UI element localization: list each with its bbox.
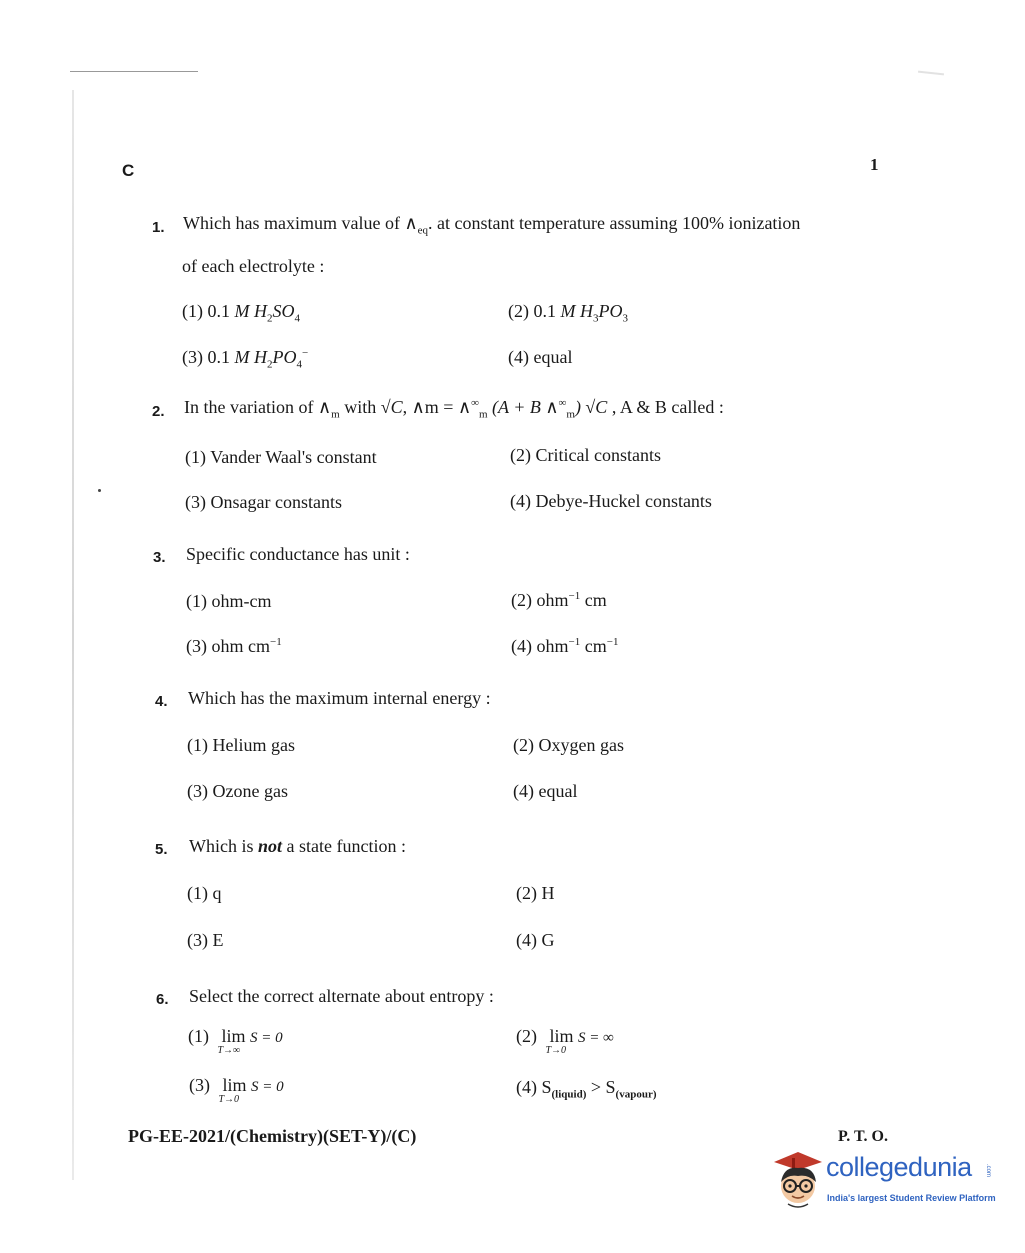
question-1-text-cont: of each electrolyte :	[182, 256, 325, 276]
option-3-2[interactable]: (2) ohm$^{-1}$ cm	[511, 590, 607, 610]
option-1-2[interactable]: (2) 0.1 M $H_3PO_3$	[508, 301, 628, 325]
brand-tagline: India's largest Student Review Platform	[827, 1193, 996, 1203]
mascot-icon	[768, 1148, 826, 1214]
question-6-text: Select the correct alternate about entropy :	[189, 986, 494, 1006]
option-2-2[interactable]: (2) Critical constants	[510, 445, 661, 465]
option-6-3[interactable]: (3) lim S = 0 T→0	[189, 1075, 284, 1105]
question-5-text: Which is not a state function :	[189, 836, 406, 856]
collegedunia-logo[interactable]	[768, 1148, 998, 1216]
brand-com: .com	[985, 1164, 991, 1178]
question-2-text: In the variation of $\wedge_m$ with √C, ∧m = $\wedge^\infty_m$ (A + B $\wedge^\infty_m$) √C , A & B called :	[184, 397, 724, 421]
scan-left-edge	[72, 90, 74, 1180]
question-number: 3.	[153, 549, 166, 566]
option-3-3[interactable]: (3) ohm $cm^{-1}$	[186, 636, 282, 656]
paper-code: PG-EE-2021/(Chemistry)(SET-Y)/(C)	[128, 1126, 417, 1146]
question-number: 1.	[152, 219, 165, 236]
option-1-3[interactable]: (3) 0.1 M $H_2PO_4^-$	[182, 347, 309, 371]
scan-corner-mark	[918, 71, 944, 76]
set-code: C	[122, 161, 135, 180]
option-4-2[interactable]: (2) Oxygen gas	[513, 735, 624, 755]
brand-name: collegedunia	[826, 1152, 972, 1182]
option-2-1[interactable]: (1) Vander Waal's constant	[185, 447, 377, 467]
question-number: 6.	[156, 991, 169, 1008]
question-number: 4.	[155, 693, 168, 710]
option-5-3[interactable]: (3) E	[187, 930, 224, 950]
option-6-4[interactable]: (4) $S_{(liquid)} > S_{(vapour)}$	[516, 1077, 657, 1101]
option-1-4[interactable]: (4) equal	[508, 347, 573, 367]
option-3-1[interactable]: (1) ohm-cm	[186, 591, 272, 611]
option-6-2[interactable]: (2) lim S = ∞ T→0	[516, 1026, 614, 1056]
pto-label: P. T. O.	[838, 1128, 888, 1145]
option-2-4[interactable]: (4) Debye-Huckel constants	[510, 491, 712, 511]
scan-dot	[98, 489, 101, 492]
question-number: 2.	[152, 403, 165, 420]
option-5-1[interactable]: (1) q	[187, 883, 222, 903]
option-4-3[interactable]: (3) Ozone gas	[187, 781, 288, 801]
option-1-1[interactable]: (1) 0.1 M $H_2SO_4$	[182, 301, 300, 325]
option-6-1[interactable]: (1) lim S = 0 T→∞	[188, 1026, 283, 1056]
question-1-text: Which has maximum value of $\wedge_{eq}$. at constant temperature assuming 100% ionization	[183, 213, 801, 237]
option-3-4[interactable]: (4) ohm$^{-1}$ $cm^{-1}$	[511, 636, 619, 656]
scan-top-line	[70, 71, 198, 72]
option-5-2[interactable]: (2) H	[516, 883, 555, 903]
option-4-1[interactable]: (1) Helium gas	[187, 735, 295, 755]
page-number: 1	[870, 155, 879, 174]
option-5-4[interactable]: (4) G	[516, 930, 555, 950]
question-3-text: Specific conductance has unit :	[186, 544, 410, 564]
option-2-3[interactable]: (3) Onsagar constants	[185, 492, 342, 512]
question-4-text: Which has the maximum internal energy :	[188, 688, 491, 708]
question-number: 5.	[155, 841, 168, 858]
option-4-4[interactable]: (4) equal	[513, 781, 578, 801]
